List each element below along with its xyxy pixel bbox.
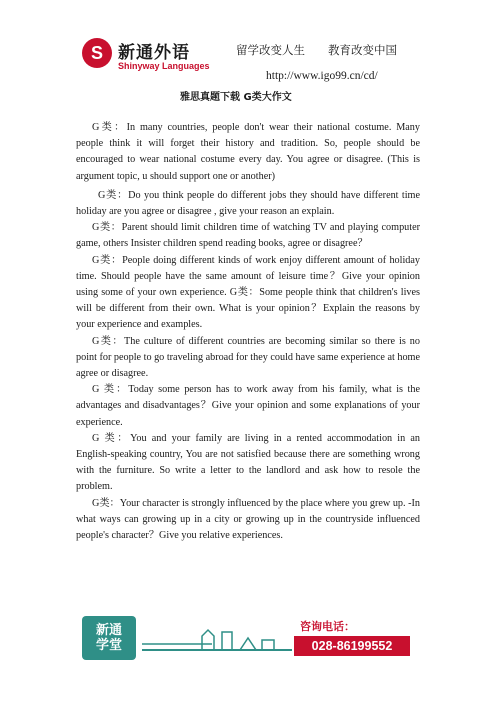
slogan-education: 教育改变中国 (328, 43, 397, 57)
logo-english-name: Shinyway Languages (118, 61, 210, 71)
brand-line-1: 新通 (95, 623, 122, 638)
skyline-decoration-icon (142, 620, 292, 656)
brand-line-2: 学堂 (95, 638, 122, 653)
slogan-study-abroad: 留学改变人生 (236, 43, 305, 57)
topic-paragraph: G类：The culture of different countries are becoming similar so there is no point for people to go traveling abroad for they could have same experience at home agree or disagree. (76, 335, 420, 380)
footer-banner (82, 612, 412, 664)
topic-paragraph: G 类：You and your family are living in a rented accommodation in an English-speaking country, You are not satisfied because there are something wrong with the furniture. So write a letter to the landlord and ask how to resole the problem. (76, 432, 420, 493)
topic-paragraph: G 类：Today some person has to work away from his family, what is the advantages and disadvantages？Give your opinion and some explanations of your experience. (76, 384, 420, 428)
topic-paragraph: G类：People doing different kinds of work enjoy different amount of holiday time. Should people have the same amount of leisure time？Give your opinion using some of your own experience. G类：Some people think that children's lives will be different from their own. What is your opinion？Explain the reasons by your experience and examples. (76, 254, 420, 331)
document-title: 雅思真题下载 G类大作文 (180, 92, 292, 103)
shinyway-logo-icon: S (82, 38, 112, 68)
topic-list (76, 120, 420, 544)
phone-number[interactable]: 028-86199552 (294, 636, 410, 656)
topic-paragraph: G类：Your character is strongly influenced by the place where you grew up. -In what ways can growing up in a city or growing up in the countryside influenced people's character？Give you relative experiences. (76, 497, 420, 542)
logo-chinese-name: 新通外语 (118, 43, 190, 63)
phone-label: 咨询电话： (300, 620, 355, 633)
topic-paragraph: G类：In many countries, people don't wear their national costume. Many people think it will forget their history and tradition. So, people should be encouraged to wear national costume every day. You agree or disagree. (This is argument topic, u should support one or another) (76, 122, 420, 182)
topic-paragraph: G类：Do you think people do different jobs they should have different time holiday are you agree or disagree , give your reason an explain. (76, 189, 420, 218)
brand-block (82, 616, 136, 660)
contact-block (294, 616, 412, 660)
topic-paragraph: G类：Parent should limit children time of watching TV and playing computer game, others Insister children spend reading books, agree or disagree？ (76, 222, 420, 250)
site-url-link[interactable]: http://www.igo99.cn/cd/ (266, 70, 378, 82)
